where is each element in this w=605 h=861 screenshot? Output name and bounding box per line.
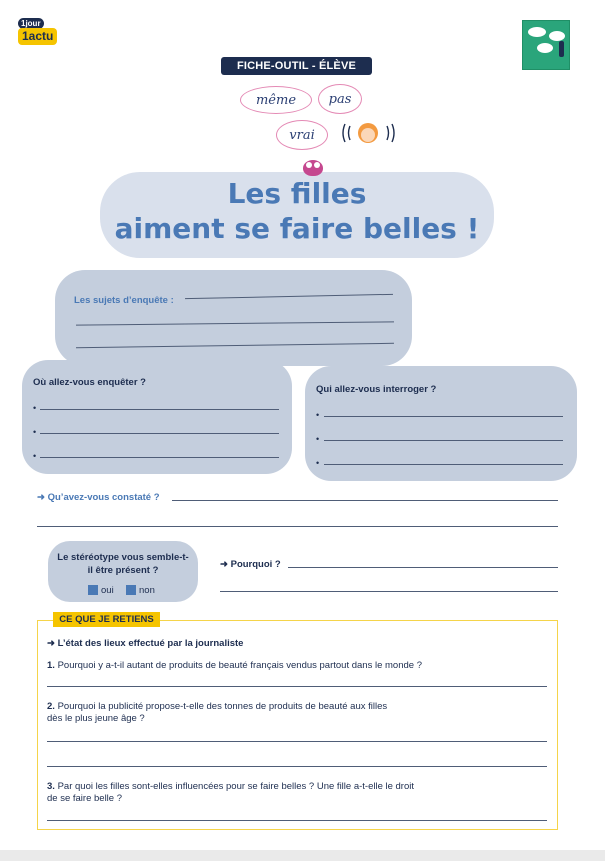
mascot-icon [303, 160, 323, 176]
qui-bullet-1: • [316, 410, 320, 420]
ou-line-3[interactable] [40, 457, 279, 458]
ou-line-1[interactable] [40, 409, 279, 410]
answer-line-3[interactable] [47, 766, 547, 767]
arrow-icon: ➜ [47, 638, 55, 649]
qui-label: Qui allez-vous interroger ? [316, 384, 437, 395]
pourquoi-line-2[interactable] [220, 591, 558, 592]
qui-line-3[interactable] [324, 464, 563, 465]
title-line-2: aiment se faire belles ! [114, 212, 480, 245]
sujets-label: Les sujets d’enquête : [74, 295, 174, 306]
qui-line-1[interactable] [324, 416, 563, 417]
title-line-1: Les filles [227, 177, 367, 210]
stereotype-question: Le stéréotype vous semble-t-il être présent ? [57, 552, 189, 576]
bubble-meme: même [240, 86, 312, 114]
arrow-icon: ➜ [220, 559, 228, 570]
choice-non[interactable]: non [126, 585, 155, 597]
checkbox-oui[interactable] [88, 585, 98, 595]
pourquoi-label: ➜ Pourquoi ? [220, 559, 281, 570]
bubble-pas: pas [318, 84, 362, 114]
question-2: 2. Pourquoi la publicité propose-t-elle des tonnes de produits de beauté aux filles dès le plus jeune âge ? [47, 701, 388, 724]
ou-label: Où allez-vous enquêter ? [33, 377, 146, 388]
arrow-icon: ➜ [37, 492, 45, 503]
constate-line-2[interactable] [37, 526, 558, 527]
qui-bullet-2: • [316, 434, 320, 444]
constate-label: ➜ Qu’avez-vous constaté ? [37, 492, 160, 503]
header-tag: FICHE-OUTIL - ÉLÈVE [221, 57, 372, 75]
bottom-band [0, 850, 605, 861]
choice-oui[interactable]: oui [88, 585, 114, 597]
thumbnail-image [522, 20, 570, 70]
retiens-tag: CE QUE JE RETIENS [53, 612, 160, 627]
ou-bullet-3: • [33, 451, 37, 461]
checkbox-non[interactable] [126, 585, 136, 595]
question-1: 1. Pourquoi y a-t-il autant de produits de beauté français vendus partout dans le monde ? [47, 660, 422, 671]
sujets-blob [55, 270, 412, 366]
answer-line-2[interactable] [47, 741, 547, 742]
question-3: 3. Par quoi les filles sont-elles influencées pour se faire belles ? Une fille a-t-elle le droit de se faire belle ? [47, 781, 415, 804]
retiens-subtitle: ➜ L’état des lieux effectué par la journaliste [47, 638, 244, 649]
answer-line-1[interactable] [47, 686, 547, 687]
ou-line-2[interactable] [40, 433, 279, 434]
page-title [100, 176, 494, 246]
pourquoi-line-1[interactable] [288, 567, 558, 568]
answer-line-4[interactable] [47, 820, 547, 821]
constate-line-1[interactable] [172, 500, 558, 501]
ou-bullet-2: • [33, 427, 37, 437]
bubble-vrai: vrai [276, 120, 328, 150]
logo [18, 18, 68, 46]
qui-line-2[interactable] [324, 440, 563, 441]
ou-bullet-1: • [33, 403, 37, 413]
girl-face-icon [341, 120, 396, 146]
qui-bullet-3: • [316, 458, 320, 468]
logo-top: 1jour [18, 18, 44, 29]
logo-bottom: 1actu [18, 28, 57, 45]
